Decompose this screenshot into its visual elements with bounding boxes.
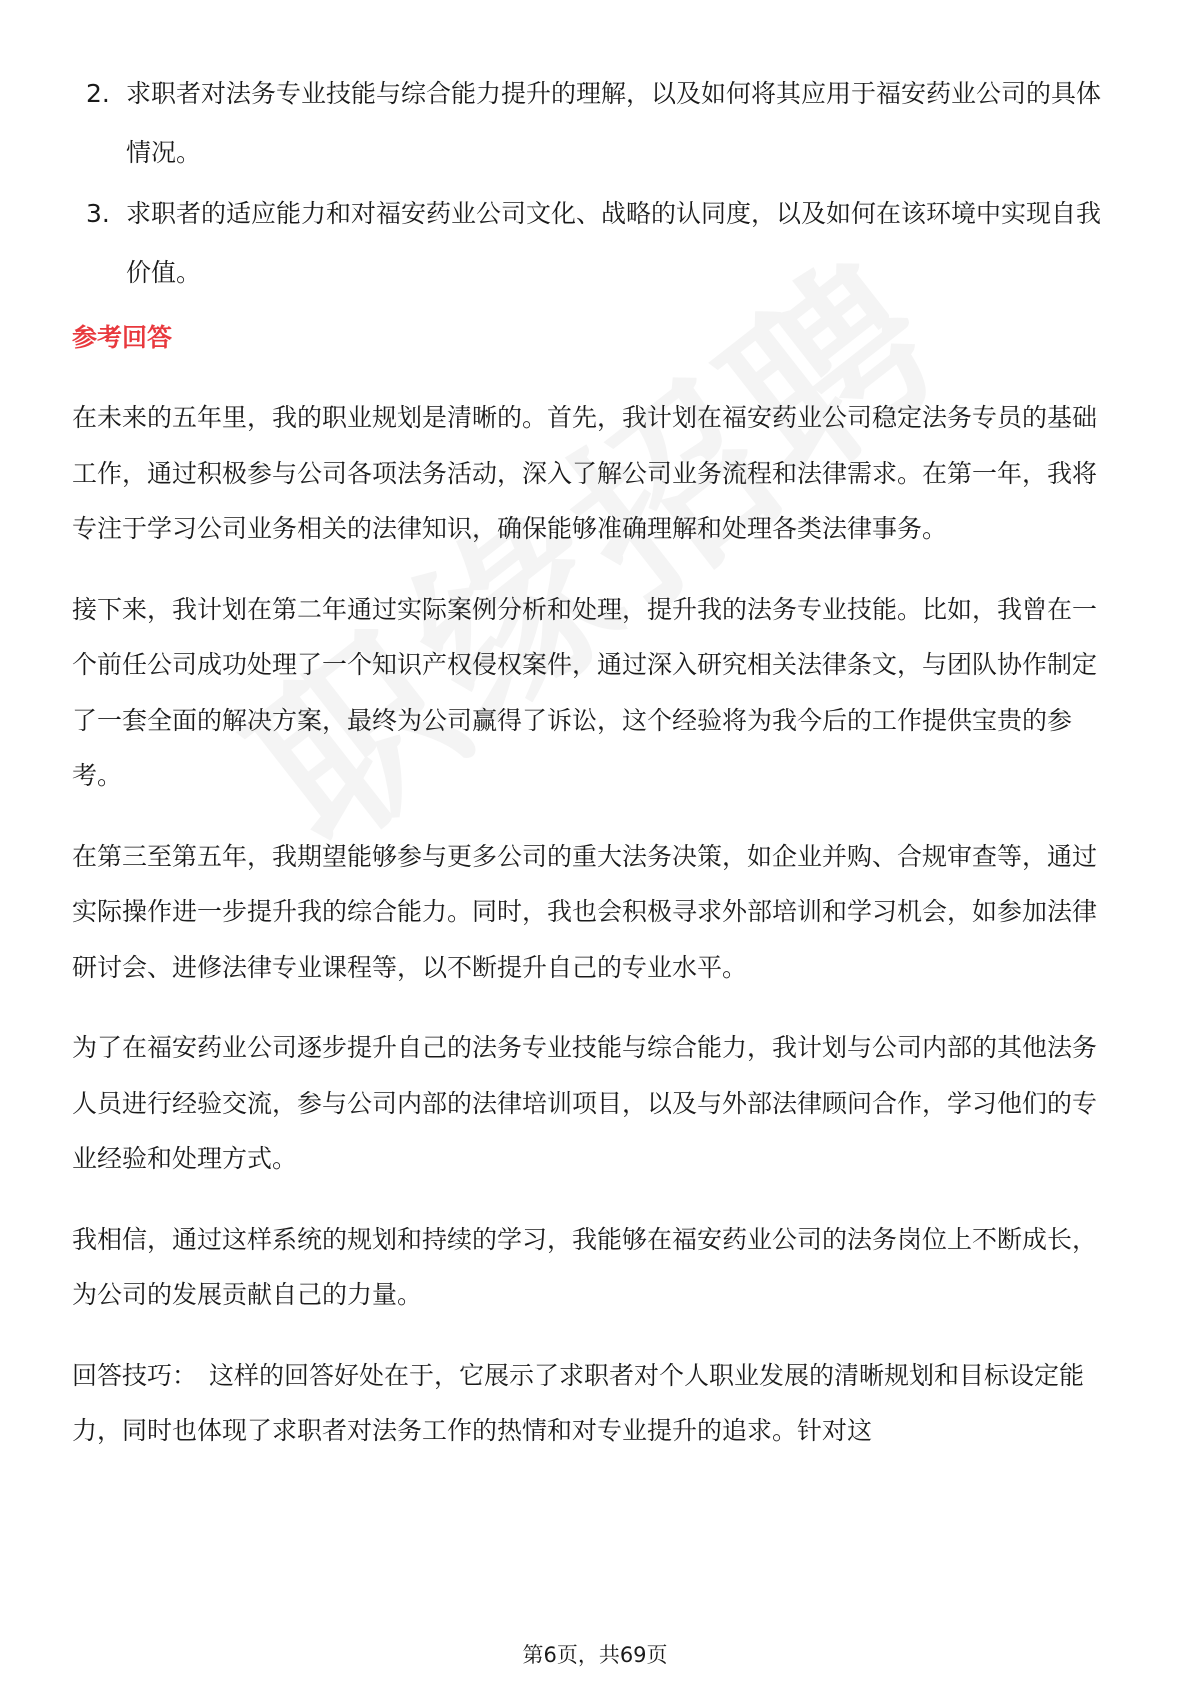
answer-paragraph: 为了在福安药业公司逐步提升自己的法务专业技能与综合能力，我计划与公司内部的其他法务人员进行经验交流，参与公司内部的法律培训项目，以及与外部法律顾问合作，学习他们的专业经验和处理方式。: [72, 1033, 1098, 1173]
answer-body: [72, 390, 1118, 1484]
page-footer: 第6页，共69页: [522, 1643, 668, 1667]
answer-paragraph: 接下来，我计划在第二年通过实际案例分析和处理，提升我的法务专业技能。比如，我曾在一个前任公司成功处理了一个知识产权侵权案件，通过深入研究相关法律条文，与团队协作制定了一套全面的解决方案，最终为公司赢得了诉讼，这个经验将为我今后的工作提供宝贵的参考。: [72, 594, 1098, 790]
answer-paragraph: 在第三至第五年，我期望能够参与更多公司的重大法务决策，如企业并购、合规审查等，通过实际操作进一步提升我的综合能力。同时，我也会积极寻求外部培训和学习机会，如参加法律研讨会、进修法律专业课程等，以不断提升自己的专业水平。: [72, 841, 1098, 982]
answer-paragraph: 在未来的五年里，我的职业规划是清晰的。首先，我计划在福安药业公司稳定法务专员的基础工作，通过积极参与公司各项法务活动，深入了解公司业务流程和法律需求。在第一年，我将专注于学习公司业务相关的法律知识，确保能够准确理解和处理各类法律事务。: [72, 403, 1098, 543]
question-focus-list: [0, 64, 1190, 304]
list-item-text: 求职者的适应能力和对福安药业公司文化、战略的认同度，以及如何在该环境中实现自我价值。: [126, 199, 1102, 287]
answer-tips: [72, 1348, 1118, 1459]
list-item-number: 3.: [86, 199, 110, 228]
list-item: [0, 64, 1190, 182]
list-item-number: 2.: [86, 79, 110, 108]
tips-label: 回答技巧：: [72, 1360, 198, 1390]
answer-paragraph: 我相信，通过这样系统的规划和持续的学习，我能够在福安药业公司的法务岗位上不断成长，为公司的发展贡献自己的力量。: [72, 1224, 1098, 1309]
tips-text: 这样的回答好处在于，它展示了求职者对个人职业发展的清晰规划和目标设定能力，同时也体现了求职者对法务工作的热情和对专业提升的追求。针对这: [72, 1360, 1085, 1445]
list-item: [0, 184, 1190, 302]
reference-answer-heading: 参考回答: [72, 323, 173, 352]
list-item-text: 求职者对法务专业技能与综合能力提升的理解，以及如何将其应用于福安药业公司的具体情况。: [126, 79, 1102, 167]
